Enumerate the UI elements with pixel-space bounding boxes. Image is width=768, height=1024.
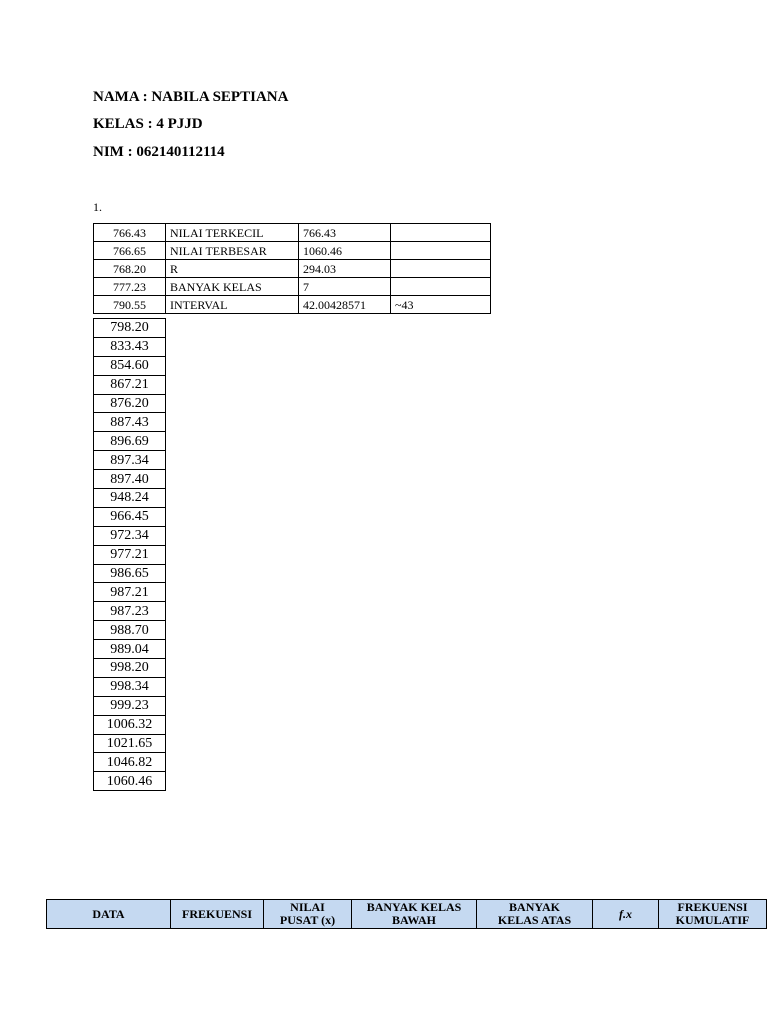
- data-value-cell: 867.21: [94, 375, 166, 394]
- question-number: 1.: [93, 200, 102, 214]
- extra-cell: [391, 278, 491, 296]
- data-value-cell: 897.40: [94, 470, 166, 489]
- value-cell: 42.00428571: [299, 296, 391, 314]
- data-row: [94, 772, 166, 791]
- header-cell: [352, 900, 477, 929]
- data-cell: 790.55: [94, 296, 166, 314]
- data-row: [94, 432, 166, 451]
- data-value-cell: 833.43: [94, 337, 166, 356]
- data-values-table: [93, 318, 166, 791]
- data-value-cell: 1060.46: [94, 772, 166, 791]
- label-cell: NILAI TERKECIL: [166, 224, 299, 242]
- label-cell: BANYAK KELAS: [166, 278, 299, 296]
- header-cell: [171, 900, 264, 929]
- data-row: [94, 734, 166, 753]
- data-row: [94, 375, 166, 394]
- data-value-cell: 998.20: [94, 659, 166, 678]
- data-value-cell: 987.21: [94, 583, 166, 602]
- header-line-1: BANYAK: [509, 900, 560, 914]
- header-line-2: BAWAH: [391, 913, 436, 927]
- data-row: [94, 394, 166, 413]
- data-row: [94, 621, 166, 640]
- header-line-1: BANYAK KELAS: [366, 900, 462, 914]
- label-cell: NILAI TERBESAR: [166, 242, 299, 260]
- data-row: [94, 451, 166, 470]
- header-cell: [593, 900, 659, 929]
- data-row: [94, 602, 166, 621]
- data-row: [94, 545, 166, 564]
- data-value-cell: 988.70: [94, 621, 166, 640]
- summary-row: [94, 296, 491, 314]
- header-line-1: FREKUENSI: [677, 900, 748, 914]
- student-name: NAMA : NABILA SEPTIANA: [93, 89, 289, 105]
- value-cell: 7: [299, 278, 391, 296]
- header-cell: [264, 900, 352, 929]
- data-row: [94, 696, 166, 715]
- data-row: [94, 526, 166, 545]
- student-class: KELAS : 4 PJJD: [93, 116, 203, 132]
- data-row: [94, 640, 166, 659]
- data-value-cell: 986.65: [94, 564, 166, 583]
- header-cell: [659, 900, 767, 929]
- data-row: [94, 507, 166, 526]
- data-cell: 766.43: [94, 224, 166, 242]
- data-value-cell: 896.69: [94, 432, 166, 451]
- data-row: [94, 413, 166, 432]
- value-cell: 294.03: [299, 260, 391, 278]
- data-row: [94, 356, 166, 375]
- header-line-1: f.x: [619, 906, 632, 921]
- data-value-cell: 1021.65: [94, 734, 166, 753]
- data-value-cell: 897.34: [94, 451, 166, 470]
- data-value-cell: 966.45: [94, 507, 166, 526]
- value-cell: 766.43: [299, 224, 391, 242]
- label-cell: INTERVAL: [166, 296, 299, 314]
- extra-cell: [391, 224, 491, 242]
- data-row: [94, 337, 166, 356]
- header-line-1: NILAI: [290, 900, 325, 914]
- extra-cell: [391, 242, 491, 260]
- header-line-2: PUSAT (x): [279, 913, 336, 927]
- data-value-cell: 972.34: [94, 526, 166, 545]
- data-cell: 766.65: [94, 242, 166, 260]
- data-cell: 768.20: [94, 260, 166, 278]
- data-row: [94, 659, 166, 678]
- data-row: [94, 715, 166, 734]
- header-line-1: FREKUENSI: [181, 906, 252, 921]
- data-value-cell: 887.43: [94, 413, 166, 432]
- extra-cell: [391, 260, 491, 278]
- data-cell: 777.23: [94, 278, 166, 296]
- summary-table: [93, 223, 491, 314]
- data-row: [94, 564, 166, 583]
- header-cell: [47, 900, 171, 929]
- data-value-cell: 798.20: [94, 319, 166, 338]
- data-value-cell: 977.21: [94, 545, 166, 564]
- student-nim: NIM : 062140112114: [93, 144, 225, 160]
- data-value-cell: 854.60: [94, 356, 166, 375]
- extra-cell: ~43: [391, 296, 491, 314]
- data-value-cell: 989.04: [94, 640, 166, 659]
- summary-row: [94, 224, 491, 242]
- data-value-cell: 999.23: [94, 696, 166, 715]
- data-row: [94, 583, 166, 602]
- data-row: [94, 470, 166, 489]
- label-cell: R: [166, 260, 299, 278]
- data-value-cell: 1046.82: [94, 753, 166, 772]
- value-cell: 1060.46: [299, 242, 391, 260]
- data-row: [94, 677, 166, 696]
- header-line-1: DATA: [92, 906, 125, 921]
- data-value-cell: 1006.32: [94, 715, 166, 734]
- frequency-distribution-table: [46, 899, 767, 929]
- header-line-2: KUMULATIF: [675, 913, 750, 927]
- summary-row: [94, 260, 491, 278]
- data-row: [94, 319, 166, 338]
- data-value-cell: 987.23: [94, 602, 166, 621]
- summary-row: [94, 242, 491, 260]
- data-value-cell: 998.34: [94, 677, 166, 696]
- data-value-cell: 876.20: [94, 394, 166, 413]
- data-value-cell: 948.24: [94, 489, 166, 508]
- data-row: [94, 489, 166, 508]
- header-cell: [477, 900, 593, 929]
- header-line-2: KELAS ATAS: [497, 913, 572, 927]
- summary-row: [94, 278, 491, 296]
- data-row: [94, 753, 166, 772]
